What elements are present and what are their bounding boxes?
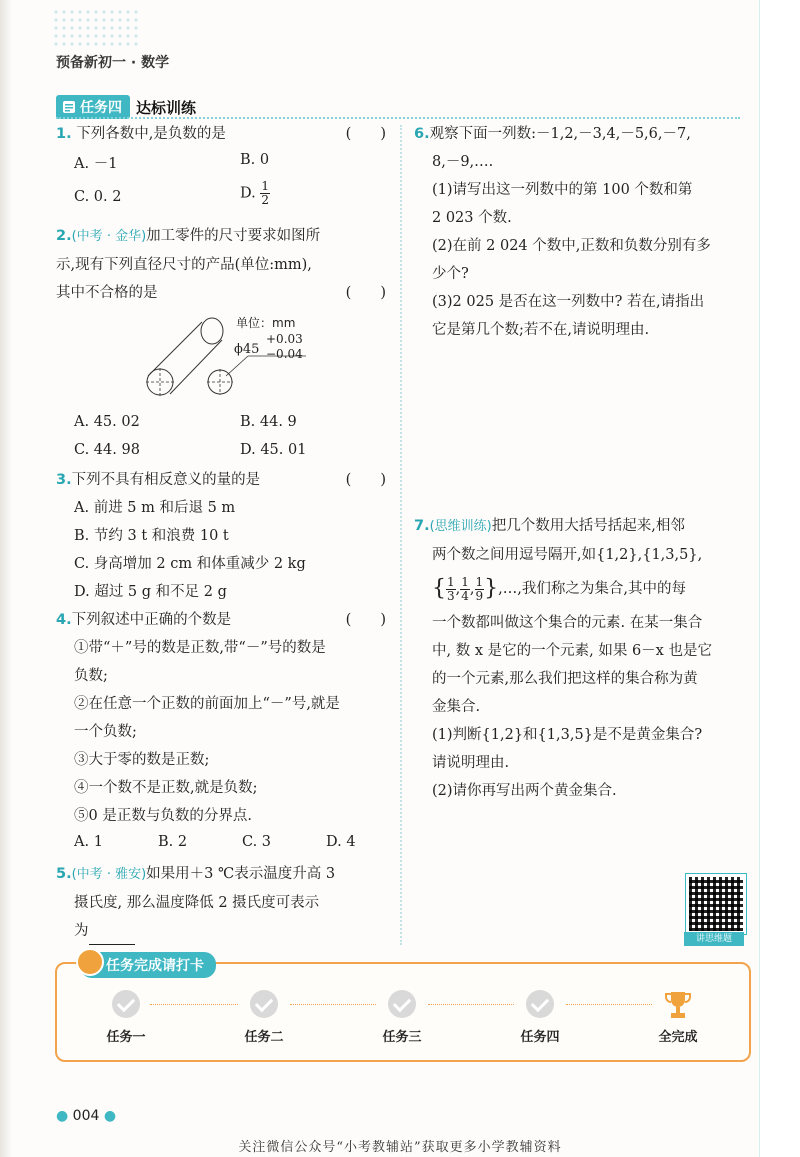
step-label: 任务一 bbox=[106, 1030, 146, 1045]
question-stem-2: 示,现有下列直径尺寸的产品(单位:mm), bbox=[56, 257, 312, 273]
question-number: 5. bbox=[56, 866, 72, 882]
question-7 bbox=[414, 512, 744, 805]
section-name: 达标训练 bbox=[136, 98, 197, 117]
fraction bbox=[260, 180, 270, 207]
task-badge bbox=[56, 95, 130, 119]
numerator: 1 bbox=[261, 179, 269, 193]
question-1 bbox=[56, 120, 386, 148]
check-icon bbox=[526, 990, 554, 1018]
option-b: B. 0 bbox=[240, 152, 270, 168]
statement-2a: ②在任意一个正数的前面加上“－”号,就是 bbox=[74, 696, 340, 712]
option-d-prefix: D. bbox=[240, 185, 261, 202]
question-line-4: 一个数都叫做这个集合的元素. 在某一集合 bbox=[432, 615, 703, 631]
option-a: A. 45. 02 bbox=[74, 414, 140, 430]
denominator: 3 bbox=[447, 588, 455, 603]
question-line-5: 中, 数 x 是它的一个元素, 如果 6－x 也是它 bbox=[432, 643, 712, 659]
statement-1b: 负数; bbox=[74, 668, 108, 684]
option-a: A. －1 bbox=[74, 156, 118, 172]
answer-paren: ( ) bbox=[345, 612, 386, 628]
title-divider bbox=[56, 117, 740, 119]
statement-1a: ①带“＋”号的数是正数,带“－”号的数是 bbox=[74, 640, 326, 656]
question-line-1: 把几个数用大括号括起来,相邻 bbox=[491, 518, 685, 534]
question-number: 2. bbox=[56, 228, 72, 244]
checkin-title: 任务完成请打卡 bbox=[80, 952, 216, 978]
right-brace: } bbox=[484, 576, 499, 601]
fraction bbox=[460, 576, 470, 603]
step-task-2[interactable] bbox=[224, 990, 304, 1045]
decorative-dots bbox=[52, 8, 142, 48]
step-label: 全完成 bbox=[658, 1030, 698, 1045]
question-stem-3: 为 bbox=[74, 923, 89, 939]
footer-note: 关注微信公众号“小考教辅站”获取更多小学教辅资料 bbox=[238, 1140, 562, 1155]
statement-3: ③大于零的数是正数; bbox=[74, 752, 210, 768]
part-1b: 2 023 个数. bbox=[432, 210, 512, 226]
denominator: 9 bbox=[475, 588, 484, 603]
step-task-4[interactable] bbox=[500, 990, 580, 1045]
question-number: 7. bbox=[414, 518, 430, 534]
statement-4: ④一个数不是正数,就是负数; bbox=[74, 780, 258, 796]
figure-tolerance bbox=[266, 332, 303, 362]
qr-label: 讲思维题 bbox=[684, 932, 744, 946]
check-icon bbox=[388, 990, 416, 1018]
question-source: (思维训练) bbox=[429, 519, 492, 534]
question-number: 3. bbox=[56, 472, 72, 488]
fraction bbox=[475, 576, 485, 603]
dot-icon: ● bbox=[56, 1108, 69, 1124]
question-stem: 下列各数中,是负数的是 bbox=[76, 126, 226, 142]
question-number: 6. bbox=[414, 126, 430, 142]
answer-paren: ( ) bbox=[345, 285, 386, 301]
answer-paren: ( ) bbox=[345, 472, 386, 488]
option-b: B. 节约 3 t 和浪费 10 t bbox=[74, 528, 229, 544]
page-number-text: 004 bbox=[72, 1108, 100, 1124]
question-line-6: 的一个元素,那么我们把这样的集合称为黄 bbox=[432, 671, 698, 687]
option-d bbox=[240, 180, 270, 207]
running-header: 预备新初一 · 数学 bbox=[56, 55, 170, 71]
question-source: (中考 · 雅安) bbox=[71, 867, 147, 882]
tolerance-minus: −0.04 bbox=[266, 347, 303, 361]
step-task-1[interactable] bbox=[86, 990, 166, 1045]
trophy-icon bbox=[664, 990, 692, 1020]
page-right-margin bbox=[759, 0, 800, 1157]
question-stem-2: 摄氏度, 那么温度降低 2 摄氏度可表示 bbox=[74, 895, 320, 911]
part-3b: 它是第几个数;若不在,请说明理由. bbox=[432, 322, 650, 338]
question-line-2: 两个数之间用逗号隔开,如{1,2},{1,3,5}, bbox=[432, 547, 703, 563]
figure-unit: 单位：mm bbox=[236, 316, 296, 330]
page-number bbox=[56, 1108, 116, 1124]
option-d: D. 超过 5 g 和不足 2 g bbox=[74, 584, 227, 600]
option-c: C. 身高增加 2 cm 和体重减少 2 kg bbox=[74, 556, 306, 572]
part-2b: 少个? bbox=[432, 266, 469, 282]
fraction bbox=[446, 576, 456, 603]
step-label: 任务二 bbox=[244, 1030, 284, 1045]
fraction-set-line bbox=[432, 569, 744, 609]
task-badge-label: 任务四 bbox=[80, 100, 122, 116]
question-line-2: 8,－9,…. bbox=[432, 154, 494, 170]
left-brace: { bbox=[432, 576, 446, 601]
step-all-done[interactable] bbox=[638, 990, 718, 1045]
numerator: 1 bbox=[447, 574, 455, 589]
question-stem-1: 加工零件的尺寸要求如图所 bbox=[146, 228, 321, 244]
qr-code[interactable] bbox=[686, 874, 746, 934]
answer-paren: ( ) bbox=[345, 126, 386, 142]
question-stem-3: 其中不合格的是 bbox=[56, 285, 158, 301]
question-4 bbox=[56, 606, 386, 830]
part-1a: (1)请写出这一列数中的第 100 个数和第 bbox=[432, 182, 693, 198]
question-3 bbox=[56, 466, 386, 606]
comma: , bbox=[455, 581, 461, 597]
option-c: C. 44. 98 bbox=[74, 442, 140, 458]
statement-5: ⑤0 是正数与负数的分界点. bbox=[74, 808, 252, 824]
part-3a: (3)2 025 是否在这一列数中? 若在,请指出 bbox=[432, 294, 705, 310]
question-line-1: 观察下面一列数:－1,2,－3,4,－5,6,－7, bbox=[429, 126, 691, 142]
question-stem: 下列叙述中正确的个数是 bbox=[71, 612, 232, 628]
part-2a: (2)在前 2 024 个数中,正数和负数分别有多 bbox=[432, 238, 711, 254]
dot-icon: ● bbox=[103, 1108, 117, 1124]
check-icon bbox=[250, 990, 278, 1018]
option-b: B. 2 bbox=[158, 834, 188, 850]
question-line-3: ,…,我们称之为集合,其中的每 bbox=[498, 581, 686, 597]
option-c: C. 0. 2 bbox=[74, 189, 122, 205]
check-icon bbox=[112, 990, 140, 1018]
part-1a: (1)判断{1,2}和{1,3,5}是不是黄金集合? bbox=[432, 727, 703, 743]
question-6 bbox=[414, 120, 744, 344]
answer-blank bbox=[89, 928, 135, 945]
statement-2b: 一个负数; bbox=[74, 724, 137, 740]
question-number: 4. bbox=[56, 612, 72, 628]
question-2 bbox=[56, 222, 386, 307]
option-a: A. 1 bbox=[74, 834, 103, 850]
figure-diameter: ϕ45 bbox=[234, 342, 260, 357]
step-label: 任务三 bbox=[382, 1030, 422, 1045]
medal-icon bbox=[76, 948, 104, 976]
numerator: 1 bbox=[475, 574, 484, 589]
denominator: 2 bbox=[261, 193, 269, 207]
section-title bbox=[56, 96, 196, 118]
option-b: B. 44. 9 bbox=[240, 414, 297, 430]
question-stem: 下列不具有相反意义的量的是 bbox=[71, 472, 261, 488]
page-binding-shadow bbox=[0, 0, 12, 1157]
question-5 bbox=[56, 860, 386, 945]
option-d: D. 45. 01 bbox=[240, 442, 307, 458]
part-1b: 请说明理由. bbox=[432, 755, 510, 771]
option-d: D. 4 bbox=[326, 834, 356, 850]
step-task-3[interactable] bbox=[362, 990, 442, 1045]
option-c: C. 3 bbox=[242, 834, 272, 850]
option-a: A. 前进 5 m 和后退 5 m bbox=[74, 500, 236, 516]
question-line-7: 金集合. bbox=[432, 699, 481, 715]
comma: , bbox=[469, 581, 475, 597]
notebook-icon bbox=[62, 100, 76, 114]
question-stem-1: 如果用＋3 ℃表示温度升高 3 bbox=[146, 866, 336, 882]
tolerance-plus: +0.03 bbox=[266, 332, 303, 346]
step-label: 任务四 bbox=[520, 1030, 560, 1045]
numerator: 1 bbox=[461, 574, 469, 589]
question-number: 1. bbox=[56, 126, 72, 142]
column-divider bbox=[400, 125, 402, 945]
part-2: (2)请你再写出两个黄金集合. bbox=[432, 783, 617, 799]
question-source: (中考 · 金华) bbox=[71, 229, 147, 244]
denominator: 4 bbox=[461, 588, 469, 603]
